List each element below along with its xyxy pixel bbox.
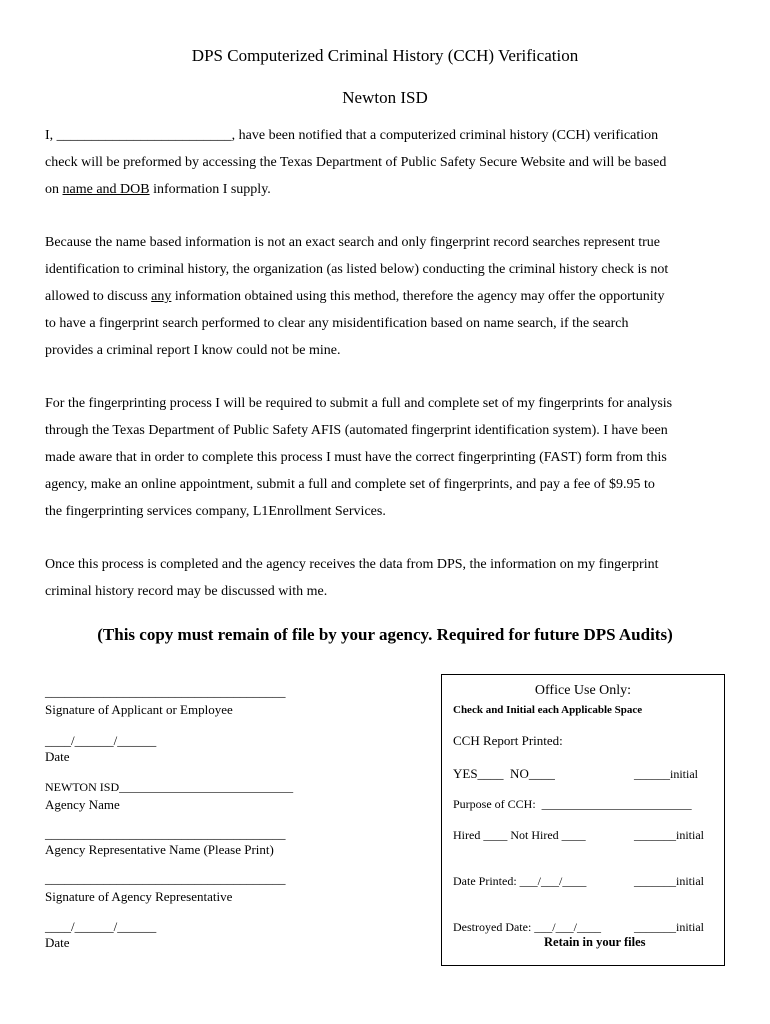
paragraph-fingerprinting	[45, 390, 735, 525]
rep-signature-label: Signature of Agency Representative	[45, 889, 233, 904]
initial-field-3[interactable]: _______initial	[634, 874, 704, 888]
text-line: provides a criminal report I know could not be mine.	[45, 343, 341, 358]
purpose-field[interactable]: Purpose of CCH: _________________________	[453, 797, 692, 811]
agency-name-label: Agency Name	[45, 797, 120, 812]
applicant-date-field[interactable]: ____/______/______	[45, 733, 157, 748]
text-line: through the Texas Department of Public Safety AFIS (automated fingerprint identification system). I have been	[45, 423, 668, 438]
document-subtitle: Newton ISD	[342, 88, 428, 107]
rep-name-label: Agency Representative Name (Please Print)	[45, 842, 274, 857]
underlined-text: name and DOB	[62, 182, 150, 197]
agency-name-field[interactable]: NEWTON ISD_____________________________	[45, 780, 294, 794]
text-line: to have a fingerprint search performed to clear any misidentification based on name search, if the search	[45, 316, 629, 331]
text-line: Because the name based information is not an exact search and only fingerprint record searches represent true	[45, 235, 660, 250]
rep-name-field[interactable]: _____________________________________	[45, 826, 286, 841]
initial-field-1[interactable]: ______initial	[634, 767, 698, 781]
rep-date-field[interactable]: ____/______/______	[45, 919, 157, 934]
text-line: check will be preformed by accessing the Texas Department of Public Safety Secure Website and will be based	[45, 155, 667, 170]
underlined-text: any	[151, 289, 172, 304]
initial-field-4[interactable]: _______initial	[634, 920, 704, 934]
paragraph-notification	[45, 122, 735, 203]
office-use-heading: Office Use Only:	[534, 683, 632, 698]
date-printed-field[interactable]: Date Printed: ___/___/____	[453, 874, 587, 888]
applicant-signature-label: Signature of Applicant or Employee	[45, 702, 233, 717]
paragraph-name-based	[45, 229, 735, 364]
text-line: For the fingerprinting process I will be required to submit a full and complete set of my fingerprints for analysis	[45, 396, 673, 411]
initial-field-2[interactable]: _______initial	[634, 828, 704, 842]
office-use-box	[441, 674, 725, 966]
yes-no-field[interactable]: YES____ NO____	[453, 766, 555, 781]
paragraph-completion	[45, 551, 735, 605]
document-title: DPS Computerized Criminal History (CCH) Verification	[191, 46, 579, 65]
hired-field[interactable]: Hired ____ Not Hired ____	[453, 828, 586, 842]
text-line: allowed to discuss any information obtained using this method, therefore the agency may offer the opportunity	[45, 289, 665, 304]
text-line: Once this process is completed and the agency receives the data from DPS, the information on my fingerprint	[45, 557, 659, 572]
text-line: I, _________________________, have been notified that a computerized criminal history (CCH) verification	[45, 128, 659, 143]
cch-printed-label: CCH Report Printed:	[453, 733, 563, 748]
office-instruction: Check and Initial each Applicable Space	[453, 704, 643, 716]
destroyed-date-field[interactable]: Destroyed Date: ___/___/____	[453, 920, 601, 934]
text-line: criminal history record may be discussed with me.	[45, 584, 328, 599]
audit-notice: (This copy must remain of file by your agency. Required for future DPS Audits)	[97, 625, 673, 644]
text-line: the fingerprinting services company, L1Enrollment Services.	[45, 504, 386, 519]
applicant-signature-field[interactable]: _____________________________________	[45, 684, 286, 699]
text-line: identification to criminal history, the organization (as listed below) conducting the criminal history check is not	[45, 262, 669, 277]
text-line: agency, make an online appointment, submit a full and complete set of fingerprints, and pay a fee of $9.95 to	[45, 477, 655, 492]
text-line: made aware that in order to complete this process I must have the correct fingerprinting (FAST) form from this	[45, 450, 667, 465]
text-line: on name and DOB information I supply.	[45, 182, 271, 197]
applicant-date-label: Date	[45, 749, 70, 764]
retain-notice: Retain in your files	[544, 935, 646, 949]
rep-signature-field[interactable]: _____________________________________	[45, 871, 286, 886]
rep-date-label: Date	[45, 935, 70, 950]
